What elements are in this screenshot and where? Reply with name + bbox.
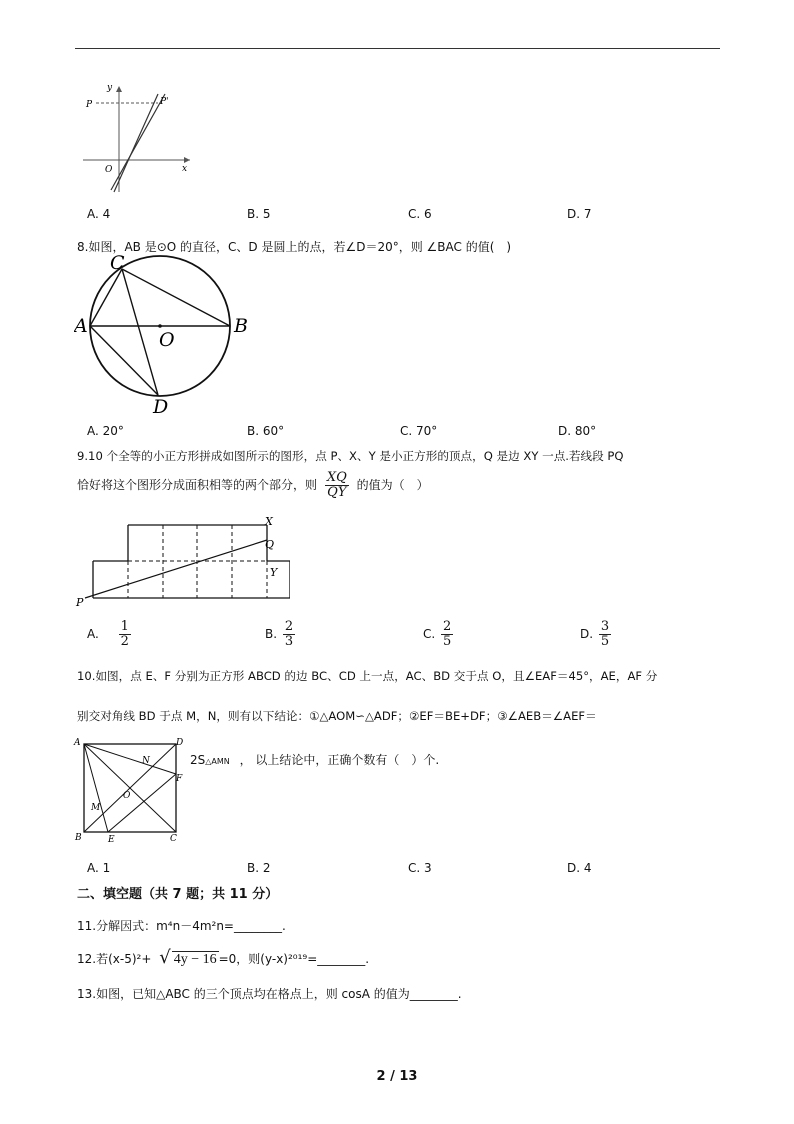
- q10-label-n: N: [142, 756, 150, 766]
- q7-label-y: y: [107, 83, 113, 93]
- q10-square-figure: [72, 734, 186, 846]
- q7-label-o: O: [105, 165, 113, 175]
- q9-stem-prefix: 恰好将这个图形分成面积相等的两个部分，则: [77, 478, 318, 492]
- q8-label-o: O: [159, 329, 175, 351]
- q7-option-c: C. 6: [408, 207, 432, 221]
- q11-text: 11.分解因式：m⁴n－4m²n=________.: [77, 919, 286, 933]
- q9-stem-suffix: 的值为（ ）: [356, 478, 429, 492]
- q8-stem: 8.如图，AB 是⊙O 的直径，C、D 是圆上的点，若∠D＝20°，则 ∠BAC 的值( ): [77, 240, 512, 254]
- q9-option-d: D. $\frac{3}{5}$: [580, 619, 610, 649]
- q8-option-c: C. 70°: [400, 424, 438, 438]
- q13-text: 13.如图，已知△ABC 的三个顶点均在格点上，则 cosA 的值为________.: [77, 987, 462, 1001]
- q10-stem-line1: 10.如图，点 E、F 分别为正方形 ABCD 的边 BC、CD 上一点，AC、BD 交于点 O，且∠EAF＝45°，AE，AF 分: [77, 669, 658, 683]
- q12-text: 12.若(x-5)²+ √ 4y − 16 =0，则(y-x)²⁰¹⁹=________.: [77, 947, 370, 968]
- q9-stem-line1: 9.10 个全等的小正方形拼成如图所示的图形，点 P、X、Y 是小正方形的顶点，Q 是边 XY 一点.若线段 PQ: [77, 449, 624, 463]
- q8-option-b: B. 60°: [247, 424, 285, 438]
- q10-option-c: C. 3: [408, 861, 432, 875]
- q10-stem-line3: 2S△AMN ， 以上结论中，正确个数有（ ）个.: [190, 753, 440, 767]
- q10-label-b: B: [75, 833, 82, 843]
- q12-radicand: 4y − 16: [173, 952, 217, 967]
- q10-option-a: A. 1: [87, 861, 111, 875]
- q9-stem-line2: [77, 470, 429, 500]
- q8-option-d: D. 80°: [558, 424, 597, 438]
- q10-label-o: O: [123, 791, 131, 801]
- q9-ratio-den: QY: [327, 485, 347, 500]
- q8-option-a: A. 20°: [87, 424, 124, 438]
- q10-label-f: F: [176, 774, 183, 784]
- q7-option-b: B. 5: [247, 207, 271, 221]
- q9-label-p: P: [76, 596, 84, 608]
- q9-ratio-num: XQ: [326, 470, 347, 485]
- q9-squares-figure: [74, 512, 290, 608]
- q9-label-x: X: [265, 515, 273, 528]
- q9-option-a: A. $\frac{1}{2}$: [87, 619, 129, 649]
- q10-label-a: A: [74, 738, 81, 748]
- q9-option-c: C. $\frac{2}{5}$: [423, 619, 452, 649]
- q7-label-p: P: [86, 100, 93, 110]
- q8-label-c: C: [110, 252, 125, 274]
- q10-option-d: D. 4: [567, 861, 592, 875]
- header-rule: [75, 48, 720, 49]
- q10-stem-line2: 别交对角线 BD 于点 M，N，则有以下结论：①△AOM∽△ADF；②EF＝BE+DF；③∠AEB＝∠AEF＝: [77, 709, 597, 723]
- q9-label-q: Q: [265, 538, 275, 551]
- q8-circle-figure: [74, 252, 254, 416]
- q10-label-m: M: [91, 803, 101, 813]
- section2-title: 二、填空题（共 7 题；共 11 分）: [77, 887, 279, 902]
- sqrt-icon: √: [159, 947, 171, 968]
- q10-option-b: B. 2: [247, 861, 271, 875]
- q7-graph: [78, 80, 194, 194]
- q9-ratio: [325, 471, 349, 500]
- q7-option-a: A. 4: [87, 207, 111, 221]
- q8-label-a: A: [74, 315, 88, 337]
- q8-label-d: D: [153, 396, 169, 416]
- q7-label-p-prime: P': [160, 97, 169, 107]
- q10-label-c: C: [170, 834, 177, 844]
- page-number: 2 / 13: [376, 1069, 418, 1084]
- q8-label-b: B: [234, 315, 248, 337]
- q9-option-b: B. $\frac{2}{3}$: [265, 619, 294, 649]
- q7-option-d: D. 7: [567, 207, 592, 221]
- q10-label-e: E: [108, 835, 115, 845]
- q7-label-x: x: [182, 164, 188, 174]
- q9-label-y: Y: [270, 566, 278, 579]
- q10-label-d: D: [176, 738, 184, 748]
